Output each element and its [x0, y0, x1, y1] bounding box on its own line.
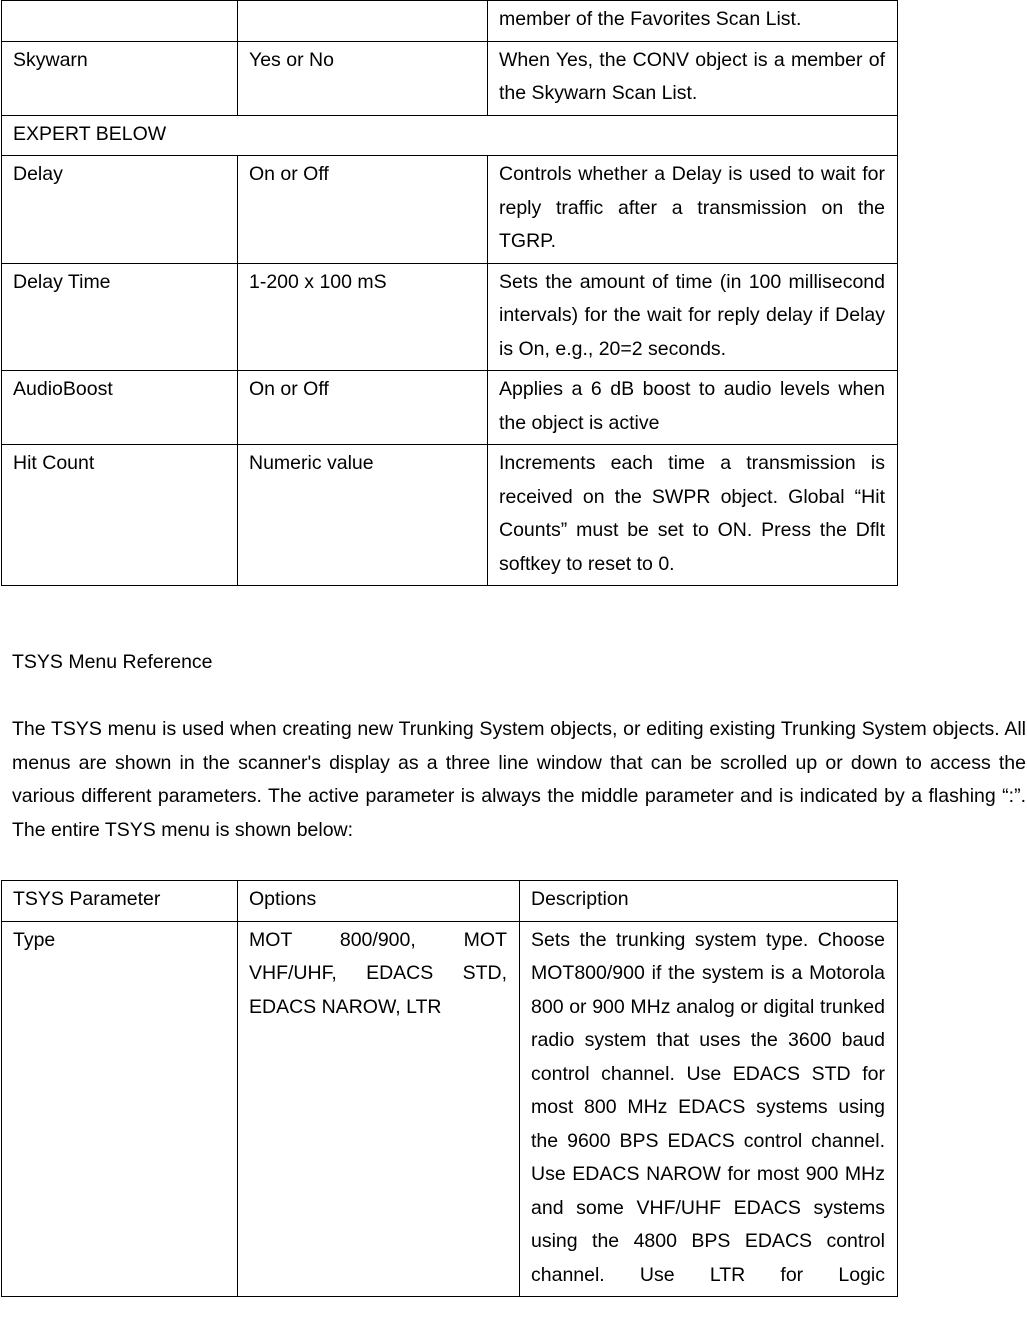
table-row: [2, 263, 898, 371]
section-cell: EXPERT BELOW: [2, 115, 898, 156]
param-cell: [2, 1, 238, 42]
header-param: TSYS Parameter: [2, 881, 238, 922]
section-heading: TSYS Menu Reference: [12, 651, 213, 673]
options-cell: Yes or No: [238, 41, 488, 115]
options-cell: On or Off: [238, 156, 488, 264]
header-options: Options: [238, 881, 520, 922]
description-cell: Controls whether a Delay is used to wait for reply traffic after a transmission on the TGRP.: [488, 156, 898, 264]
options-cell: On or Off: [238, 371, 488, 445]
options-cell: 1-200 x 100 mS: [238, 263, 488, 371]
options-cell: Numeric value: [238, 445, 488, 586]
description-cell: Increments each time a transmission is received on the SWPR object. Global “Hit Counts” must be set to ON. Press the Dflt softkey to reset to 0.: [488, 445, 898, 586]
intro-paragraph: The TSYS menu is used when creating new Trunking System objects, or editing existing Trunking System objects. All menus are shown in the scanner's display as a three line window that can be scrolled up or down to access the various different parameters. The active parameter is always the middle parameter and is indicated by a flashing “:”. The entire TSYS menu is shown below:: [12, 718, 1026, 841]
param-cell: Skywarn: [2, 41, 238, 115]
param-cell: Delay Time: [2, 263, 238, 371]
options-cell: [238, 1, 488, 42]
description-cell: Sets the amount of time (in 100 millisecond intervals) for the wait for reply delay if Delay is On, e.g., 20=2 seconds.: [488, 263, 898, 371]
description-cell: When Yes, the CONV object is a member of the Skywarn Scan List.: [488, 41, 898, 115]
description-cell: member of the Favorites Scan List.: [488, 1, 898, 42]
table-row: [2, 1, 898, 42]
table-row: [2, 445, 898, 586]
param-cell: AudioBoost: [2, 371, 238, 445]
table-header-row: [2, 881, 898, 922]
table-section-row: [2, 115, 898, 156]
table-row: [2, 156, 898, 264]
header-description: Description: [520, 881, 898, 922]
table-row: [2, 41, 898, 115]
param-cell: Delay: [2, 156, 238, 264]
param-cell: Hit Count: [2, 445, 238, 586]
options-cell: MOT 800/900, MOT VHF/UHF, EDACS STD, EDACS NAROW, LTR: [238, 921, 520, 1297]
table-row: [2, 921, 898, 1297]
description-cell: Applies a 6 dB boost to audio levels when the object is active: [488, 371, 898, 445]
table-row: [2, 371, 898, 445]
parameter-table-continued: [1, 0, 898, 586]
tsys-parameter-table: [1, 880, 898, 1297]
description-cell: Sets the trunking system type. Choose MOT800/900 if the system is a Motorola 800 or 900 MHz analog or digital trunked radio system that uses the 3600 baud control channel. Use EDACS STD for most 800 MHz EDACS systems using the 9600 BPS EDACS control channel. Use EDACS NAROW for most 900 MHz and some VHF/UHF EDACS systems using the 4800 BPS EDACS control channel. Use LTR for Logic: [520, 921, 898, 1297]
param-cell: Type: [2, 921, 238, 1297]
